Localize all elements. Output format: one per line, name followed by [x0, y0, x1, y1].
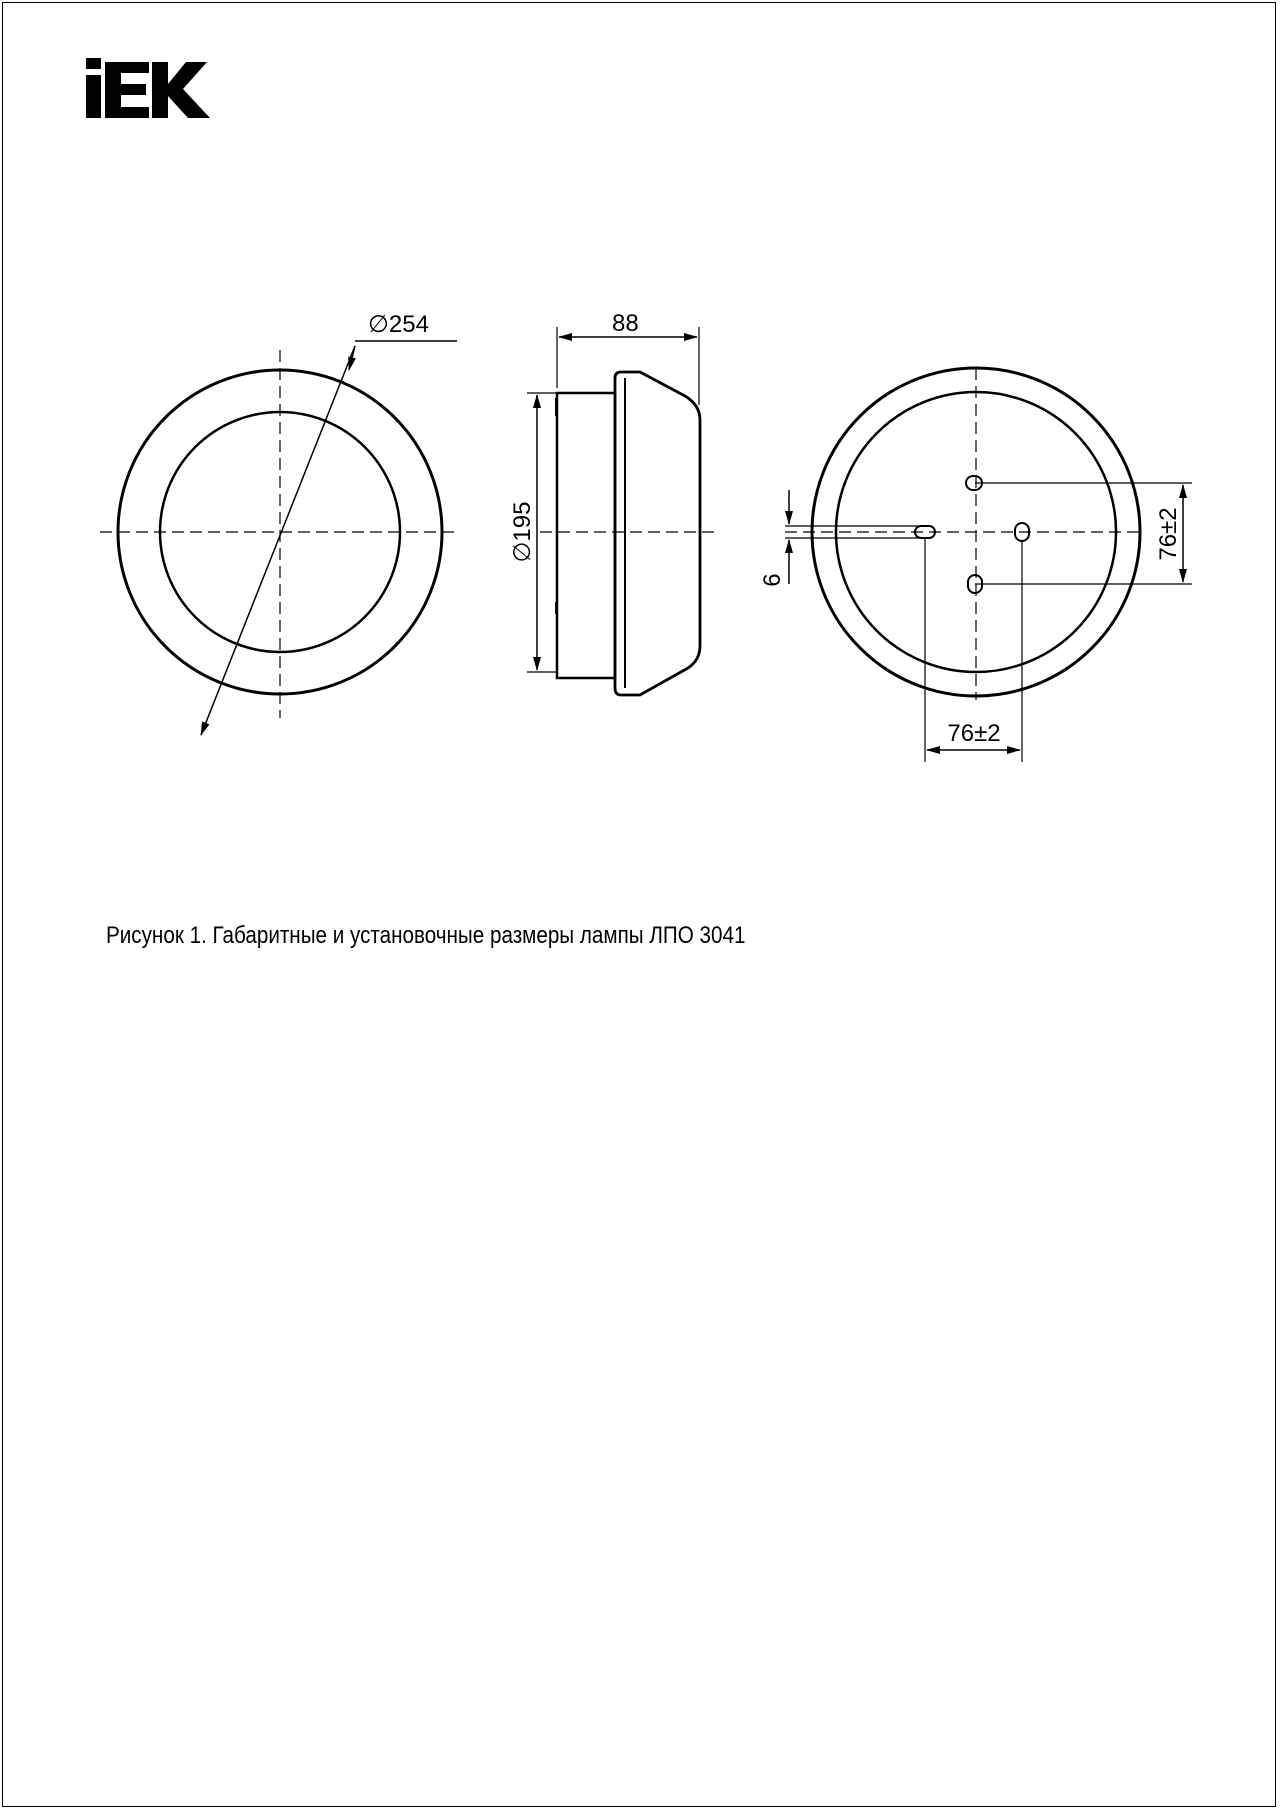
hole-spacing-horizontal-label: 76±2	[947, 720, 1001, 747]
hole-spacing-vertical-label: 76±2	[1155, 507, 1182, 561]
side-base-body	[557, 393, 615, 678]
dimension-drawing	[0, 0, 1280, 800]
diameter-254-label: ∅254	[368, 311, 429, 338]
diameter-195-label: ∅195	[509, 501, 536, 563]
figure-caption: Рисунок 1. Габаритные и установочные размеры лампы ЛПО 3041	[106, 922, 746, 949]
slot-6-label: 6	[759, 573, 786, 587]
side-view	[527, 327, 715, 695]
side-diffuser-profile	[615, 372, 700, 695]
depth-88-label: 88	[612, 310, 639, 337]
front-view	[100, 341, 460, 735]
diameter-254-line	[201, 346, 355, 735]
back-view	[785, 368, 1192, 762]
